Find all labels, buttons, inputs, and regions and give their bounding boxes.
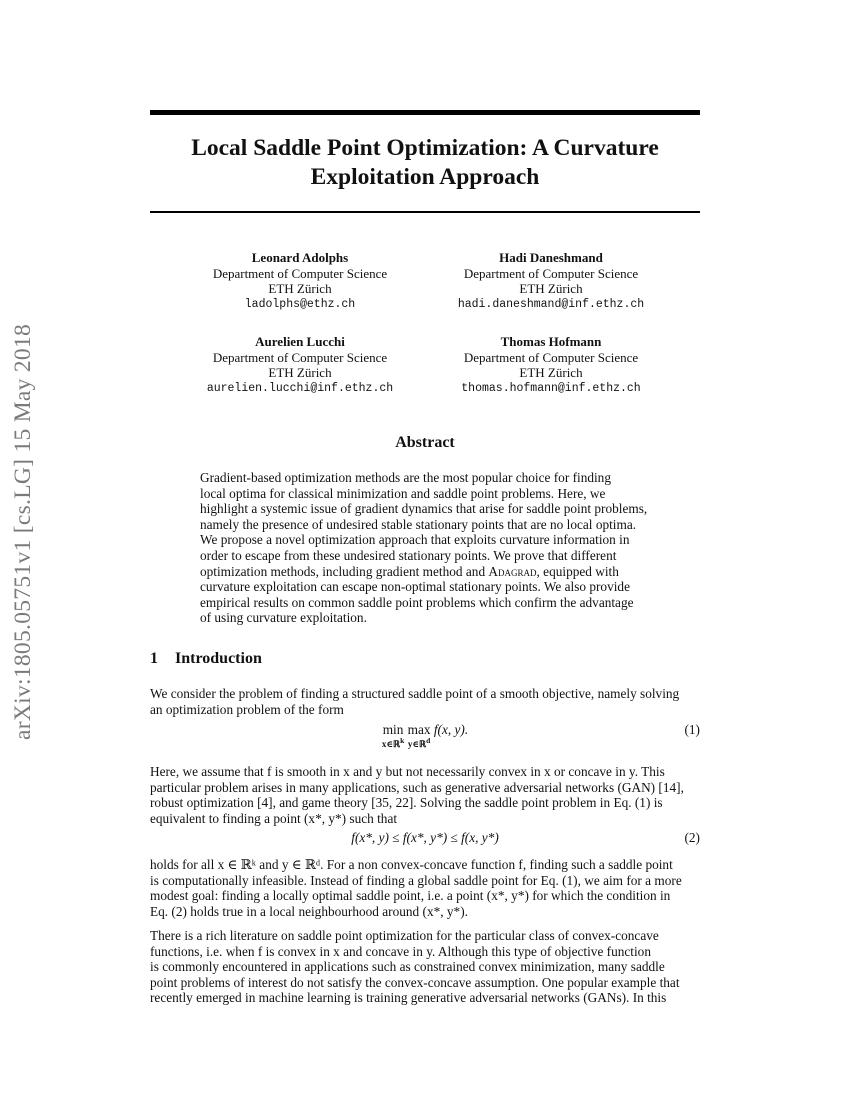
paragraph-line: Eq. (2) holds true in a local neighbourhood around (x*, y*).	[150, 903, 468, 919]
author-block	[436, 334, 666, 396]
max-superscript: d	[426, 736, 431, 745]
paragraph	[150, 764, 701, 826]
paragraph-line: We consider the problem of finding a structured saddle point of a smooth objective, namely solving	[150, 686, 680, 701]
equation-number: (1)	[684, 722, 700, 737]
author-block	[185, 250, 415, 312]
equation-1	[150, 722, 700, 750]
abstract-line	[200, 564, 651, 580]
max-label: max	[407, 722, 431, 737]
section-heading-introduction	[150, 650, 262, 668]
paragraph-line: There is a rich literature on saddle point optimization for the particular class of convex-concave	[150, 928, 659, 943]
paragraph-line: equivalent to finding a point (x*, y*) such that	[150, 810, 398, 826]
equation-body: f(x*, y) ≤ f(x*, y*) ≤ f(x, y*)	[351, 830, 499, 845]
author-department: Department of Computer Science	[212, 265, 388, 281]
author-department: Department of Computer Science	[463, 265, 639, 281]
author-name: Hadi Daneshmand	[499, 250, 603, 265]
author-affiliation: ETH Zürich	[519, 365, 583, 380]
paragraph-line: modest goal: finding a locally optimal saddle point, i.e. a point (x*, y*) for which the condition in	[150, 888, 671, 904]
paragraph-line: point problems of interest do not satisfy the convex-concave assumption. One popular example that	[150, 974, 680, 990]
abstract-line: We propose a novel optimization approach that exploits curvature information in	[200, 532, 630, 548]
title-line-2: Exploitation Approach	[310, 164, 540, 190]
adagrad-term: Adagrad	[488, 563, 537, 579]
author-name: Leonard Adolphs	[251, 250, 349, 265]
abstract-line: local optima for classical minimization and saddle point problems. Here, we	[200, 485, 606, 501]
abstract-body	[200, 470, 651, 626]
author-email: thomas.hofmann@inf.ethz.ch	[461, 381, 641, 395]
min-label: min	[382, 722, 404, 737]
equation-body: f(x, y).	[433, 722, 469, 737]
author-email: ladolphs@ethz.ch	[244, 297, 356, 311]
paper-title	[150, 134, 700, 192]
section-title: Introduction	[175, 650, 262, 667]
equation-min-operator	[382, 722, 404, 750]
author-block	[185, 334, 415, 396]
paragraph	[150, 928, 701, 1006]
author-affiliation: ETH Zürich	[519, 281, 583, 296]
paragraph-line: functions, i.e. when f is convex in x and concave in y. Although this type of objective function	[150, 943, 651, 959]
min-subscript: x∈ℝ	[381, 739, 401, 749]
min-superscript: k	[400, 736, 405, 745]
title-top-rule	[150, 110, 700, 115]
abstract-line-text: optimization methods, including gradient method and	[200, 563, 489, 579]
paragraph	[150, 857, 701, 919]
abstract-heading: Abstract	[395, 434, 455, 451]
paragraph-line: an optimization problem of the form	[150, 701, 344, 717]
paragraph-line: robust optimization [4], and game theory [35, 22]. Solving the saddle point problem in Eq. (1) is	[150, 795, 663, 811]
title-line-1: Local Saddle Point Optimization: A Curvature	[191, 135, 659, 161]
abstract-line-tail: , equipped with	[536, 563, 619, 579]
paragraph-line: is computationally infeasible. Instead of finding a global saddle point for Eq. (1), we aim for a more	[150, 872, 682, 888]
author-department: Department of Computer Science	[212, 349, 388, 365]
abstract-line: empirical results on common saddle point problems which confirm the advantage	[200, 594, 634, 610]
paragraph-line: particular problem arises in many applications, such as generative adversarial networks (GAN) [14],	[150, 779, 684, 795]
abstract-line: Gradient-based optimization methods are the most popular choice for finding	[200, 470, 611, 485]
paragraph-line: holds for all x ∈ ℝᵏ and y ∈ ℝᵈ. For a non convex-concave function f, finding such a saddle point	[150, 857, 673, 872]
abstract-line: highlight a systemic issue of gradient dynamics that arise for saddle point problems,	[200, 501, 648, 517]
author-email: hadi.daneshmand@inf.ethz.ch	[457, 297, 645, 311]
abstract-line: of using curvature exploitation.	[200, 610, 367, 626]
abstract-line: order to escape from these undesired stationary points. We prove that different	[200, 547, 617, 563]
paragraph	[150, 686, 701, 717]
author-department: Department of Computer Science	[463, 349, 639, 365]
author-email: aurelien.lucchi@inf.ethz.ch	[206, 381, 394, 395]
abstract-line: namely the presence of undesired stable stationary points that are no local optima.	[200, 516, 637, 532]
paragraph-line: Here, we assume that f is smooth in x and y but not necessarily convex in x or concave in y. This	[150, 764, 665, 779]
author-affiliation: ETH Zürich	[268, 365, 332, 380]
author-name: Aurelien Lucchi	[255, 334, 345, 349]
paragraph-line: recently emerged in machine learning is training generative adversarial networks (GANs). In this	[150, 990, 667, 1006]
arxiv-identifier-sidebar: arXiv:1805.05751v1 [cs.LG] 15 May 2018	[10, 323, 36, 740]
max-subscript: y∈ℝ	[407, 739, 427, 749]
author-block	[436, 250, 666, 312]
paragraph-line: is commonly encountered in applications such as constrained convex minimization, many saddle	[150, 959, 665, 975]
abstract-line: curvature exploitation can escape non-optimal stationary points. We also provide	[200, 579, 630, 595]
section-number: 1	[150, 650, 158, 667]
author-name: Thomas Hofmann	[500, 334, 602, 349]
equation-2	[150, 830, 700, 846]
equation-number: (2)	[684, 830, 700, 845]
equation-max-operator	[408, 722, 431, 750]
title-bottom-rule	[150, 211, 700, 213]
author-affiliation: ETH Zürich	[268, 281, 332, 296]
